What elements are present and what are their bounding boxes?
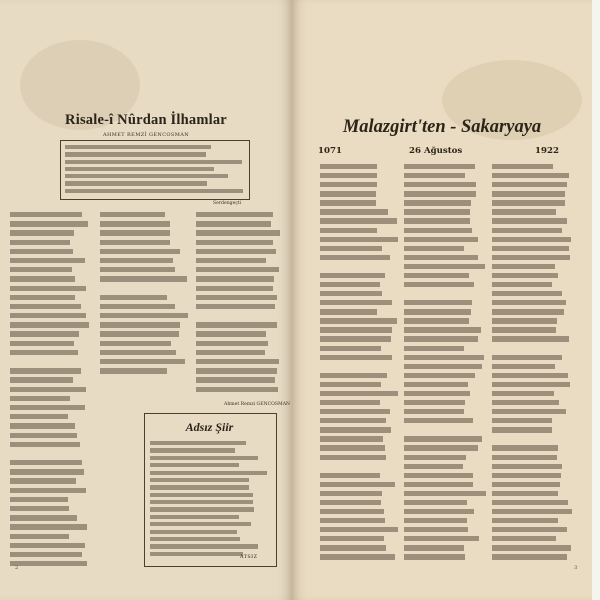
text-line (196, 240, 273, 245)
text-line (196, 331, 266, 336)
text-line (320, 554, 395, 559)
text-line (492, 473, 561, 478)
left-column-3 (196, 212, 280, 396)
left-column-2 (100, 212, 188, 377)
text-line (150, 500, 253, 504)
text-line (10, 506, 69, 511)
text-line (100, 304, 175, 309)
text-line (492, 182, 567, 187)
text-line (150, 552, 243, 556)
text-line (320, 445, 385, 450)
text-line (65, 181, 207, 185)
text-line (492, 491, 558, 496)
text-line (100, 350, 176, 355)
text-line (404, 400, 465, 405)
text-line (404, 364, 482, 369)
text-line (10, 295, 75, 300)
page-number: 2 (15, 565, 19, 571)
left-column-1 (10, 212, 90, 570)
text-line (492, 191, 565, 196)
text-line (196, 276, 274, 281)
text-line (150, 493, 253, 497)
text-line (10, 230, 74, 235)
text-line (492, 409, 566, 414)
text-line (100, 359, 185, 364)
text-line (320, 436, 383, 441)
left-page (0, 0, 292, 600)
text-line (150, 463, 239, 467)
poem-lines (150, 441, 268, 559)
text-line (404, 518, 467, 523)
text-line (10, 524, 87, 529)
text-line (492, 309, 564, 314)
text-line (492, 445, 558, 450)
year-end: 1922 (535, 146, 559, 156)
text-line (10, 313, 86, 318)
text-line (404, 191, 476, 196)
text-line (65, 174, 228, 178)
text-line (196, 359, 279, 364)
text-line (10, 442, 80, 447)
text-line (320, 327, 392, 332)
text-line (100, 267, 175, 272)
text-line (320, 246, 382, 251)
text-line (404, 382, 468, 387)
text-line (10, 534, 69, 539)
text-line (492, 164, 553, 169)
text-line (320, 527, 398, 532)
intro-box (60, 140, 250, 200)
text-line (320, 291, 382, 296)
text-line (320, 191, 376, 196)
text-line (404, 373, 475, 378)
text-line (492, 246, 569, 251)
text-line (10, 543, 85, 548)
text-line (492, 464, 562, 469)
right-column-1 (320, 164, 398, 563)
text-line (492, 482, 560, 487)
text-line (492, 255, 570, 260)
text-line (10, 414, 68, 419)
text-line (10, 240, 70, 245)
text-line (404, 409, 464, 414)
text-line (320, 336, 391, 341)
text-line (100, 276, 187, 281)
text-line (10, 460, 82, 465)
text-line (404, 355, 484, 360)
text-line (492, 200, 565, 205)
background-strip (592, 0, 600, 600)
text-line (404, 200, 471, 205)
text-line (404, 164, 475, 169)
text-line (320, 473, 380, 478)
text-line (10, 350, 78, 355)
text-line (320, 355, 392, 360)
date: 26 Ağustos (409, 146, 463, 156)
right-page (292, 0, 592, 600)
text-line (320, 455, 386, 460)
text-line (404, 218, 470, 223)
text-line (492, 264, 555, 269)
text-line (196, 368, 277, 373)
text-line (404, 418, 473, 423)
text-line (10, 377, 73, 382)
text-line (196, 350, 265, 355)
text-line (196, 212, 273, 217)
text-line (404, 500, 467, 505)
text-line (320, 391, 398, 396)
text-line (150, 507, 254, 511)
text-line (320, 318, 397, 323)
text-line (320, 273, 385, 278)
text-line (320, 491, 382, 496)
text-line (65, 160, 242, 164)
text-line (320, 427, 391, 432)
text-line (404, 509, 474, 514)
text-line (404, 309, 471, 314)
text-line (150, 471, 267, 475)
text-line (150, 515, 239, 519)
text-line (10, 405, 85, 410)
text-line (404, 228, 472, 233)
text-line (492, 282, 552, 287)
text-line (100, 322, 180, 327)
text-line (150, 537, 240, 541)
text-line (150, 544, 258, 548)
text-line (492, 373, 568, 378)
text-line (150, 448, 235, 452)
text-line (404, 255, 478, 260)
text-line (100, 368, 167, 373)
text-line (492, 536, 556, 541)
text-line (404, 455, 466, 460)
text-line (492, 500, 568, 505)
text-line (196, 341, 268, 346)
poem-author: ATSIZ (240, 555, 258, 560)
text-line (10, 249, 73, 254)
page-number: 3 (574, 565, 578, 571)
text-line (320, 282, 380, 287)
text-line (404, 346, 464, 351)
text-line (10, 221, 88, 226)
text-line (492, 291, 562, 296)
text-line (100, 295, 167, 300)
text-line (196, 230, 280, 235)
column-signature: Ahmet Remzi GENCOSMAN (224, 402, 291, 407)
text-line (320, 545, 386, 550)
text-line (404, 237, 478, 242)
text-line (492, 327, 556, 332)
year-start: 1071 (318, 146, 342, 156)
text-line (196, 377, 275, 382)
text-line (10, 267, 72, 272)
text-line (320, 382, 381, 387)
text-line (404, 318, 469, 323)
text-line (404, 545, 464, 550)
text-line (320, 373, 387, 378)
text-line (196, 267, 279, 272)
text-line (320, 200, 376, 205)
text-line (10, 396, 70, 401)
text-line (150, 485, 249, 489)
text-line (404, 554, 465, 559)
text-line (492, 418, 552, 423)
text-line (10, 276, 75, 281)
text-line (404, 300, 472, 305)
text-line (404, 445, 478, 450)
text-line (404, 527, 468, 532)
text-line (404, 536, 479, 541)
text-line (100, 331, 179, 336)
text-line (404, 182, 476, 187)
text-line (10, 286, 86, 291)
text-line (100, 240, 170, 245)
text-line (320, 300, 392, 305)
text-line (320, 309, 377, 314)
intro-signature: Serdengeçti (213, 201, 242, 206)
text-line (492, 455, 557, 460)
text-line (65, 189, 243, 193)
text-line (65, 152, 206, 156)
right-column-2 (404, 164, 486, 563)
text-line (492, 300, 566, 305)
text-line (10, 304, 81, 309)
text-line (10, 331, 79, 336)
text-line (492, 273, 558, 278)
text-line (492, 518, 558, 523)
text-line (404, 391, 470, 396)
text-line (10, 561, 87, 566)
text-line (320, 536, 384, 541)
text-line (196, 322, 277, 327)
text-line (492, 364, 555, 369)
text-line (492, 382, 570, 387)
article-title: Malazgirt'ten - Sakaryaya (342, 117, 542, 137)
text-line (10, 387, 86, 392)
text-line (492, 228, 562, 233)
text-line (492, 355, 562, 360)
text-line (320, 418, 386, 423)
text-line (492, 400, 559, 405)
text-line (320, 400, 380, 405)
text-line (10, 341, 74, 346)
text-line (404, 173, 465, 178)
text-line (320, 173, 377, 178)
text-line (10, 488, 86, 493)
text-line (492, 218, 567, 223)
text-line (150, 530, 237, 534)
text-line (404, 491, 486, 496)
text-line (196, 304, 275, 309)
text-line (320, 518, 385, 523)
text-line (404, 246, 464, 251)
text-line (404, 264, 485, 269)
text-line (320, 255, 390, 260)
text-line (492, 554, 567, 559)
text-line (65, 145, 211, 149)
text-line (492, 545, 571, 550)
text-line (404, 282, 474, 287)
text-line (65, 167, 214, 171)
text-line (10, 515, 77, 520)
text-line (10, 423, 75, 428)
text-line (492, 318, 557, 323)
text-line (320, 209, 388, 214)
text-line (404, 336, 478, 341)
text-line (492, 173, 569, 178)
text-line (10, 322, 89, 327)
text-line (320, 237, 398, 242)
text-line (10, 478, 76, 483)
text-line (100, 258, 173, 263)
text-line (150, 456, 258, 460)
text-line (100, 230, 170, 235)
article-title: Risale-î Nûrdan İlhamlar (65, 112, 227, 128)
text-line (492, 336, 569, 341)
text-line (320, 409, 390, 414)
text-line (196, 295, 277, 300)
text-line (10, 433, 77, 438)
right-column-3 (492, 164, 574, 563)
text-line (100, 249, 180, 254)
text-line (320, 228, 377, 233)
text-line (10, 258, 85, 263)
text-line (196, 221, 271, 226)
text-line (492, 427, 552, 432)
text-line (404, 482, 473, 487)
intro-text-lines (65, 145, 245, 195)
text-line (100, 212, 165, 217)
text-line (320, 482, 395, 487)
text-line (492, 209, 556, 214)
text-line (404, 464, 463, 469)
text-line (196, 286, 273, 291)
text-line (150, 441, 246, 445)
text-line (196, 387, 278, 392)
text-line (10, 552, 82, 557)
text-line (492, 527, 567, 532)
article-byline: AHMET REMZİ GENCOSMAN (102, 132, 190, 138)
text-line (100, 221, 170, 226)
text-line (320, 346, 381, 351)
text-line (404, 473, 473, 478)
text-line (196, 249, 276, 254)
text-line (492, 237, 571, 242)
text-line (100, 341, 171, 346)
text-line (320, 218, 397, 223)
text-line (10, 469, 84, 474)
text-line (10, 368, 81, 373)
text-line (10, 212, 82, 217)
poem-title: Adsız Şiir (185, 420, 234, 434)
text-line (492, 391, 554, 396)
text-line (100, 313, 188, 318)
text-line (404, 273, 469, 278)
text-line (150, 478, 249, 482)
text-line (492, 509, 572, 514)
text-line (150, 522, 251, 526)
text-line (320, 164, 377, 169)
text-line (196, 258, 266, 263)
text-line (320, 509, 384, 514)
text-line (404, 209, 470, 214)
text-line (320, 182, 377, 187)
text-line (10, 497, 68, 502)
text-line (320, 500, 381, 505)
text-line (404, 436, 482, 441)
text-line (404, 327, 481, 332)
